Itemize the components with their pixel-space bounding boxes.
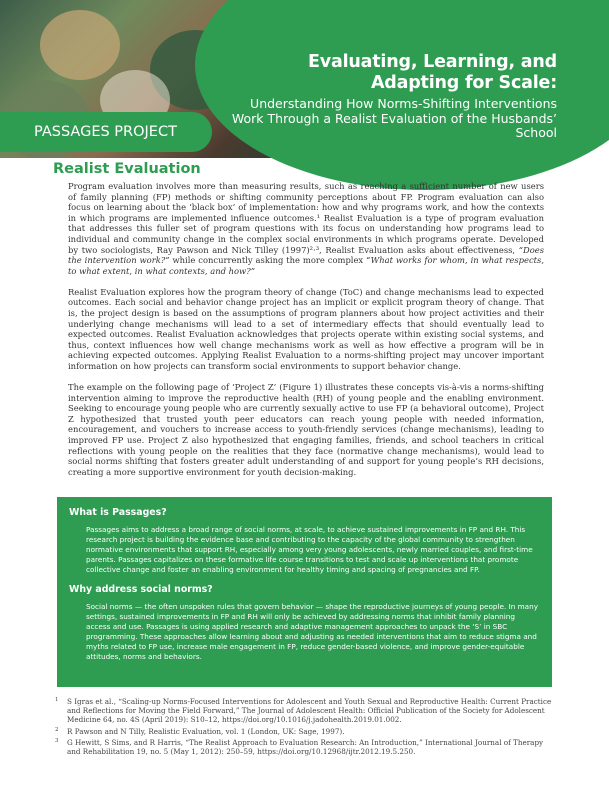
footnote-number: 1 <box>55 697 59 703</box>
paragraph-1-text-a: Program evaluation involves more than measuring results, such as reaching a sufficient number of new users of family planning (FP) methods or shifting community perceptions about FP. Program evaluation can also focus on learning about the ‘black box’ of implementation: how and why programs work, and how the contexts in which programs are implemented influence outcomes.¹ Realist Evaluation is a type of program evaluation that addresses this fuller set of program questions with its focus on understanding how programs lead to individual and community change in the complex social environments in which programs operate. Developed by two sociologists, Ray Pawson and Nick Tilley (1997)²·³, Realist Evaluation asks about effectiveness, <box>68 181 544 255</box>
box-heading-why-social-norms: Why address social norms? <box>69 584 213 595</box>
box-heading-what-is-passages: What is Passages? <box>69 507 167 518</box>
body-paragraph-1 <box>68 181 544 276</box>
footnote <box>57 738 552 756</box>
paragraph-1-quote-a: “Does the intervention work?” <box>68 244 544 266</box>
header-text-block <box>227 52 557 141</box>
footnote-text: R Pawson and N Tilly, Realistic Evaluation, vol. 1 (London, UK: Sage, 1997). <box>67 726 345 736</box>
footnote-text: G Hewitt, S Sims, and R Harris, “The Realist Approach to Evaluation Research: An Introduction,” International Journal of Therapy and Rehabilitation 19, no. 5 (May 1, 2012): 250–59, https://doi.org/10.12968/ijtr.2012.19.5.250. <box>67 737 544 757</box>
footnote-text: S Igras et al., “Scaling-up Norms-Focused Interventions for Adolescent and Youth Sexual and Reproductive Health: Current Practice and Reflections for Moving the Field Forward,” The Journal of Adolescent Health: Official Publication of the Society for Adolescent Medicine 64, no. 4S (April 2019): S10–12, https://doi.org/10.1016/j.jadohealth.2019.01.002. <box>67 697 552 725</box>
footnote <box>57 697 552 725</box>
paragraph-1-text-b: while concurrently asking the more complex <box>169 255 367 266</box>
footnote <box>57 727 552 736</box>
header-title <box>227 52 557 94</box>
box-text-what-is-passages: Passages aims to address a broad range of social norms, at scale, to achieve sustained improvements in FP and RH. This research project is building the evidence base and contributing to the capacity of the global community to strengthen normative environments that support RH, especially among very young adolescents, newly married couples, and first-time parents. Passages capitalizes on these formative life course transitions to test and scale up interventions that promote collective change and foster an enabling environment for healthy timing and spacing of pregnancies and FP. <box>86 525 533 574</box>
body-paragraph-3: The example on the following page of ‘Project Z’ (Figure 1) illustrates these concepts vis-à-vis a norms-shifting intervention aiming to improve the reproductive health (RH) of young people and the enabling environment. Seeking to encourage young people who are currently sexually active to use FP (a behavioral outcome), Project Z hypothesized that trusted youth peer educators can reach young people with needed information, encouragement, and vouchers to increase access to youth-friendly services (change mechanisms), leading to improved FP use. Project Z also hypothesized that engaging families, friends, and school teachers in critical reflections with young people on the realities that they face (normative change mechanisms), would lead to social norms shifting that fosters greater adult understanding of and support for young people’s RH decisions, creating a more supportive environment for youth decision-making. <box>68 382 544 477</box>
footnote-number: 2 <box>55 726 59 733</box>
footnotes <box>57 697 552 758</box>
section-title: Realist Evaluation <box>53 161 201 177</box>
footnote-number: 3 <box>55 737 59 744</box>
header-subtitle: Understanding How Norms-Shifting Interventions Work Through a Realist Evaluation of the Husbands’ School <box>231 96 557 140</box>
body-text <box>68 181 544 488</box>
box-text-why-social-norms: Social norms — the often unspoken rules that govern behavior — shape the reproductive journeys of young people. In many settings, sustained improvements in FP and RH will only be achieved by addressing norms that inhibit family planning access and use. Passages is using applied research and adaptive management approaches to unpack the ‘S’ in SBC programming. These approaches allow learning about and adjusting as needed interventions that aim to reduce stigma and myths related to FP use, increase male engagement in FP, reduce gender-based violence, and improve gender-equitable attitudes, norms and behaviors. <box>86 602 539 661</box>
header-title-line2: Adapting for Scale: <box>370 73 557 93</box>
body-paragraph-2: Realist Evaluation explores how the program theory of change (ToC) and change mechanisms lead to expected outcomes. Each social and behavior change project has an implicit or explicit program theory of change. That is, the project design is based on the assumptions of program planners about how project activities and their underlying change mechanisms will lead to a set of intermediary effects that should eventually lead to expected outcomes. Realist Evaluation acknowledges that projects operate within existing social systems, and thus, context influences how well change mechanisms work as well as how effective a program will be in achieving expected outcomes. Applying Realist Evaluation to a norms-shifting project may uncover important information on how projects can transform social environments to support behavior change. <box>68 286 544 371</box>
header-title-line1: Evaluating, Learning, and <box>308 52 557 72</box>
paragraph-1-quote-b: “What works for whom, in what respects, to what extent, in what contexts, and how?” <box>68 255 545 276</box>
passages-info-box <box>57 497 552 687</box>
project-label: PASSAGES PROJECT <box>0 112 212 152</box>
